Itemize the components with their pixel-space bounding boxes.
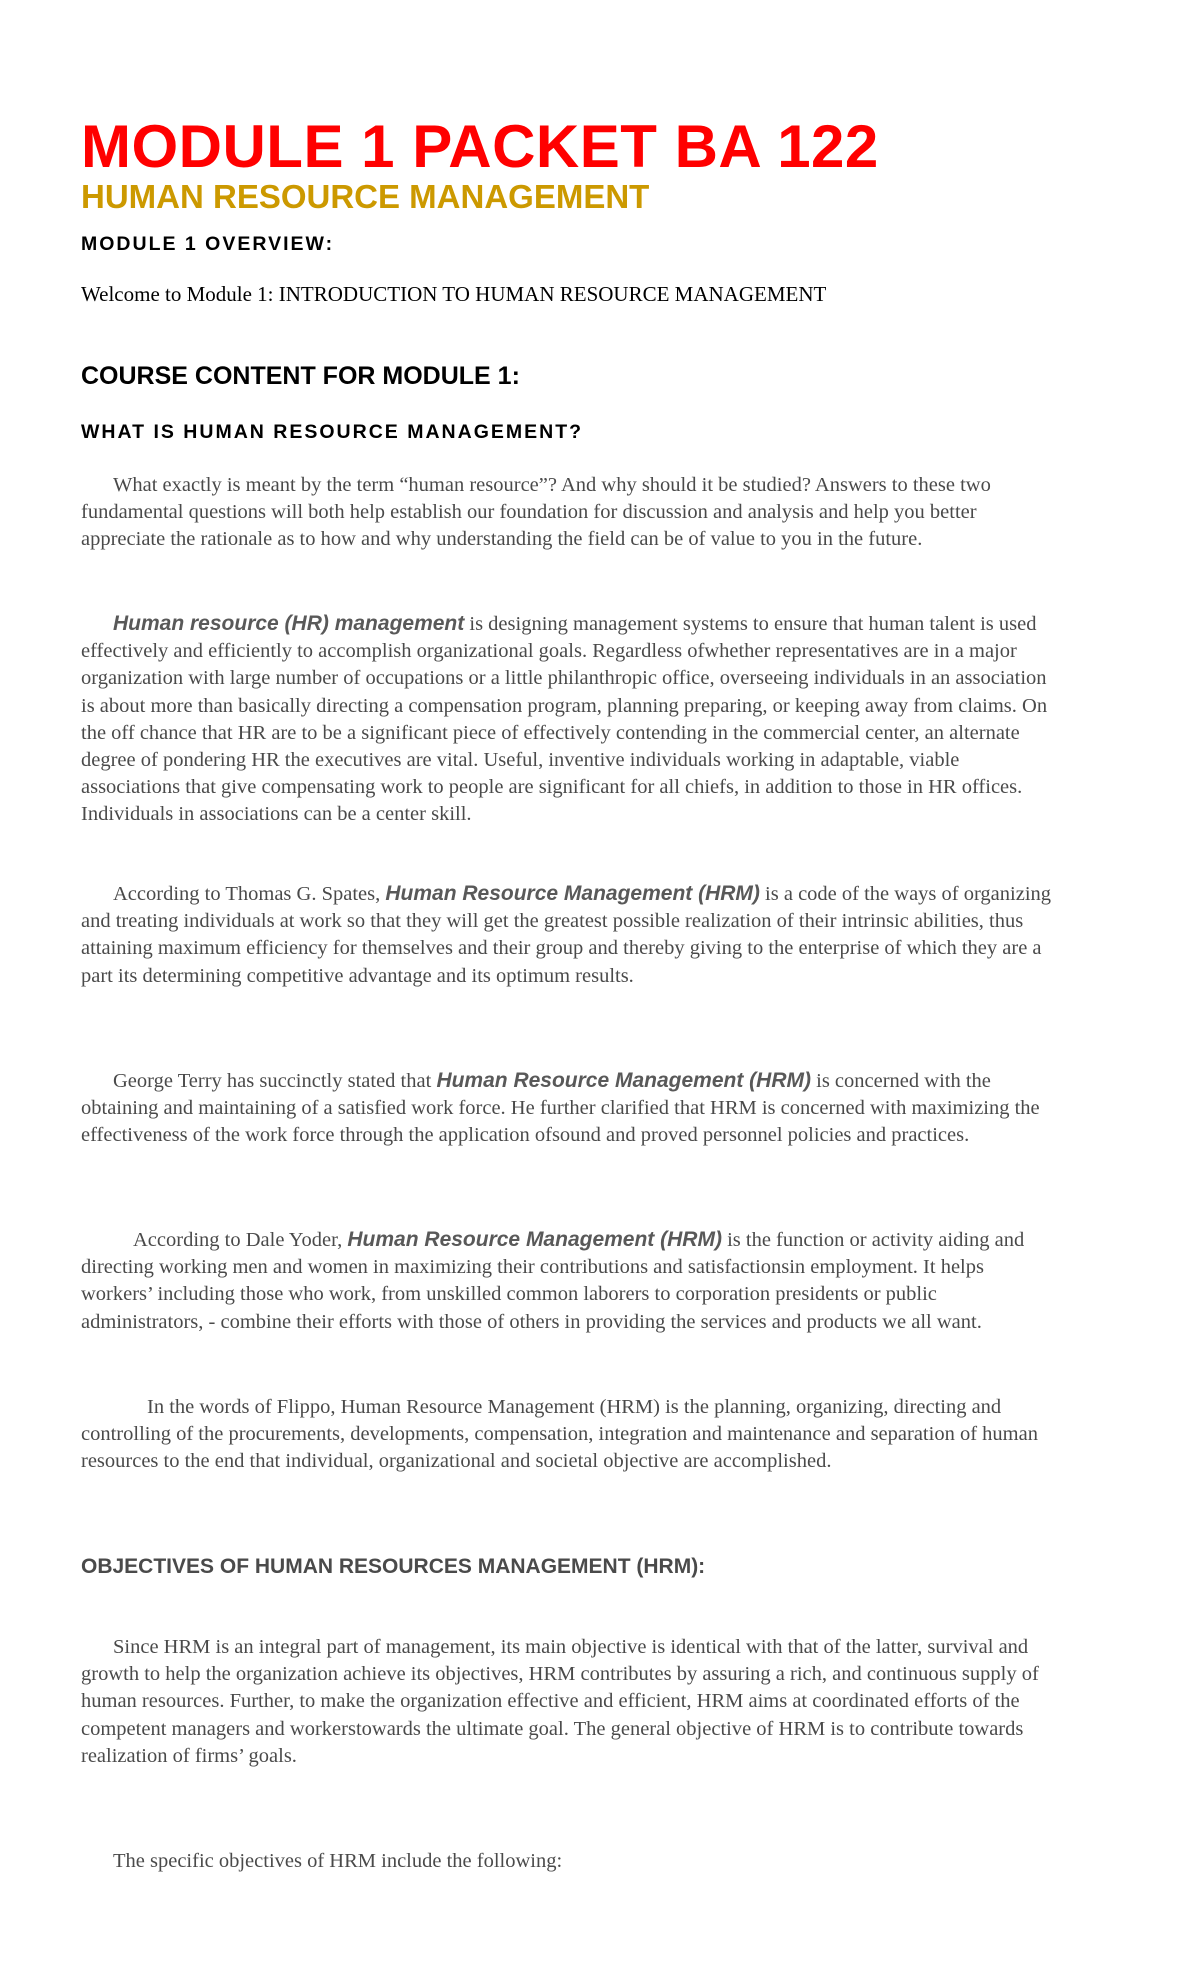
flippo-paragraph: In the words of Flippo, Human Resource Management (HRM) is the planning, organizing, directing and controlling of the procurements, developments, compensation, integration and maintenance and separation of human resources to the end that individual, organizational and societal objective are accomplished. xyxy=(81,1396,1038,1473)
intro-paragraph: What exactly is meant by the term “human resource”? And why should it be studied? Answers to these two fundamental questions will both help establish our foundation for discussion and analysis and help you better appreciate the rationale as to how and why understanding the field can be of value to you in the future. xyxy=(81,474,991,551)
yoder-term: Human Resource Management (HRM) xyxy=(347,1228,722,1251)
welcome-text: Welcome to Module 1: INTRODUCTION TO HUMAN RESOURCE MANAGEMENT xyxy=(81,282,827,306)
document-subtitle: HUMAN RESOURCE MANAGEMENT xyxy=(81,178,650,215)
spates-paragraph xyxy=(81,880,1056,990)
yoder-text: is the function or activity aiding and directing working men and women in maximizing their contributions and satisfactionsin employment. It helps workers’ including those who work, from unskilled common laborers to corporation presidents or public administrators, - combine their efforts with those of others in providing the services and products we all want. xyxy=(81,1229,1025,1333)
spates-term: Human Resource Management (HRM) xyxy=(385,882,760,905)
objectives-paragraph: Since HRM is an integral part of management, its main objective is identical with that of the latter, survival and growth to help the organization achieve its objectives, HRM contributes by assuring a rich, and continuous supply of human resources. Further, to make the organization effective and efficient, HRM aims at coordinated efforts of the competent managers and workerstowards the ultimate goal. The general objective of HRM is to contribute towards realization of firms’ goals. xyxy=(81,1636,1039,1767)
overview-heading: MODULE 1 OVERVIEW: xyxy=(81,233,335,255)
objectives-heading: OBJECTIVES OF HUMAN RESOURCES MANAGEMENT (HRM): xyxy=(81,1555,706,1578)
what-is-hrm-heading: WHAT IS HUMAN RESOURCE MANAGEMENT? xyxy=(81,421,584,443)
terry-paragraph xyxy=(81,1067,1056,1150)
specific-objectives-paragraph: The specific objectives of HRM include the following: xyxy=(113,1850,563,1872)
terry-term: Human Resource Management (HRM) xyxy=(436,1069,811,1092)
hr-definition-paragraph xyxy=(81,610,1056,829)
terry-text: is concerned with the obtaining and maintaining of a satisfied work force. He further clarified that HRM is concerned with maximizing the effectiveness of the work force through the application ofsound and proved personnel policies and practices. xyxy=(81,1070,1040,1147)
hr-definition-text: is designing management systems to ensure that human talent is used effectively and efficiently to accomplish organizational goals. Regardless ofwhether representatives are in a major organization with large number of occupations or a little philanthropic office, overseeing individuals in an association is about more than basically directing a compensation program, planning preparing, or keeping away from claims. On the off chance that HR are to be a significant piece of effectively contending in the commercial center, an alternate degree of pondering HR the executives are vital. Useful, inventive individuals working in adaptable, viable associations that give compensating work to people are significant for all chiefs, in addition to those in HR offices. Individuals in associations can be a center skill. xyxy=(81,613,1048,826)
spates-intro: According to Thomas G. Spates, xyxy=(113,883,386,905)
hr-term: Human resource (HR) management xyxy=(113,612,465,635)
document-title: MODULE 1 PACKET BA 122 xyxy=(81,113,879,180)
yoder-intro: According to Dale Yoder, xyxy=(133,1229,348,1251)
yoder-paragraph xyxy=(81,1226,1056,1336)
spates-text: is a code of the ways of organizing and treating individuals at work so that they will get the greatest possible realization of their intrinsic abilities, thus attaining maximum efficiency for themselves and their group and thereby giving to the enterprise of which they are a part its determining competitive advantage and its optimum results. xyxy=(81,883,1052,987)
terry-intro: George Terry has succinctly stated that xyxy=(113,1070,437,1092)
course-content-heading: COURSE CONTENT FOR MODULE 1: xyxy=(81,362,520,390)
